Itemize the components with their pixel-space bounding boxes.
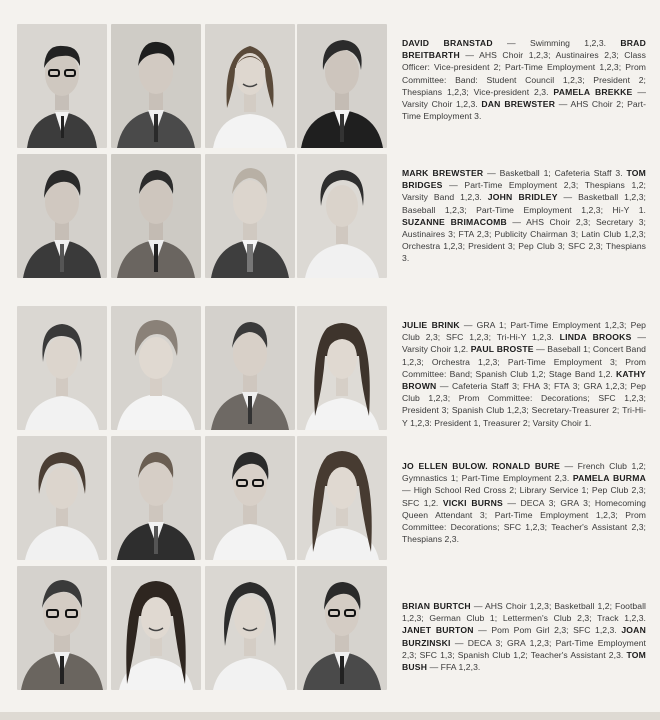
portrait-photo [205,436,295,560]
student-bios-row-5: BRIAN BURTCH — AHS Choir 1,2,3; Basketball 1,2; Football 1,2,3; German Club 1; Lettermen's Club 2,3; Track 1,2,3. JANET BURTON — Pom Pom Girl 2,3; SFC 1,2,3. JOAN BURZINSKI — DECA 3; GRA 1,2,3; Part-Time Employment 2,3; SFC 1,3; Spanish Club 1,2; Teacher's Assistant 2,3. TOM BUSH — FFA 1,2,3. [402,601,647,673]
portrait-photo [297,154,387,278]
portrait-photo [205,306,295,430]
student-bios-row-2: MARK BREWSTER — Basketball 1; Cafeteria Staff 3. TOM BRIDGES — Part-Time Employment 2,3; Thespians 1,2; Varsity Band 1,2,3. JOHN BRIDLEY — Basketball 1,2,3; Baseball 1,2,3; Part-Time Employment 1,2,3; Hi-Y 1. SUZANNE BRIMACOMB — AHS Choir 2,3; Secretary 3; Austinaires 3; FTA 2,3; Publicity Chairman 3; Latin Club 1,2,3; Orchestra 1,2,3; President 3; Pep Club 3; SFC 2,3; Thespians 3. [402,168,646,264]
portrait-photo [17,24,107,148]
portrait-photo [111,154,201,278]
portrait-photo [17,566,107,690]
portrait-photo [17,154,107,278]
student-bios-row-3: JULIE BRINK — GRA 1; Part-Time Employment 1,2,3; Pep Club 2,3; SFC 1,2,3; Tri-Hi-Y 1,2,3. LINDA BROOKS — Varsity Choir 1,2. PAUL BROSTE — Baseball 1; Concert Band 1,2,3; Orchestra 1,2,3; Part-Time Employment 3; Prom Committee: Band; Spanish Club 1,2; Stage Band 1,2. KATHY BROWN — Cafeteria Staff 3; FHA 3; FTA 3; GRA 1,2,3; Pep Club 1,2,3; Prom Committee: Decorations; SFC 1,2,3; President 3; Spanish Club 1,2,3; Secretary-Treasurer 2; Tri-Hi-Y 1,2,3: President 1, Treasurer 2; Varsity Choir 1. [402,320,647,428]
portrait-photo [297,24,387,148]
page-bottom-edge [0,712,660,720]
portrait-photo [205,24,295,148]
portrait-photo [111,436,201,560]
portrait-photo [205,154,295,278]
portrait-photo [205,566,295,690]
portrait-photo [111,566,201,690]
portrait-photo [111,24,201,148]
portrait-photo [17,436,107,560]
student-bios-row-1: DAVID BRANSTAD — Swimming 1,2,3. BRAD BREITBARTH — AHS Choir 1,2,3; Austinaires 2,3; Class Officer: Vice-president 2; Part-Time Employment 1,2,3; Prom Committee: Band: Student Council 1,2,3; President 2; Thespians 1,2,3; Vice-president 2,3. PAMELA BREKKE — Varsity Choir 1,2,3. DAN BREWSTER — AHS Choir 2; Part-Time Employment 3. [402,38,646,122]
portrait-photo [111,306,201,430]
portrait-photo [297,566,387,690]
portrait-photo [297,306,387,430]
portrait-photo [297,436,387,560]
student-bios-row-4: JO ELLEN BULOW. RONALD BURE — French Club 1,2; Gymnastics 1; Part-Time Employment 2,3. PAMELA BURMA — High School Red Cross 2; Library Service 1; Pep Club 2,3; SFC 1,2. VICKI BURNS — DECA 3; GRA 3; Homecoming Queen Attendant 3; Part-Time Employment 1,2,3; Prom Committee: Decorations; SFC 1,2,3; Teacher's Assistant 2,3; Thespians 2,3. [402,461,646,545]
portrait-photo [17,306,107,430]
